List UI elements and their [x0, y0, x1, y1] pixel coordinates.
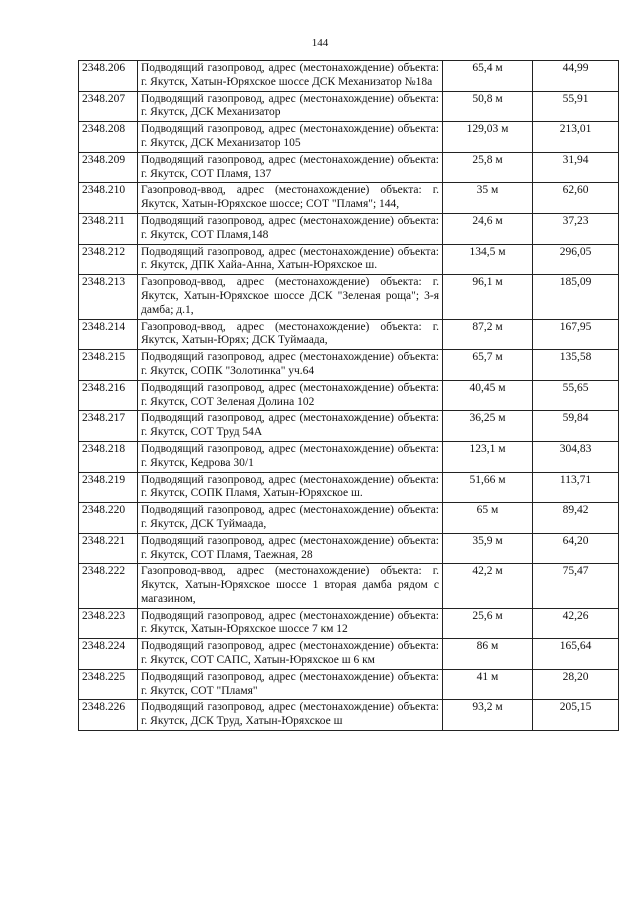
- row-number: 2348.209: [79, 152, 138, 183]
- row-length: 50,8 м: [443, 91, 533, 122]
- table-row: [79, 441, 619, 472]
- row-value: 28,20: [533, 669, 619, 700]
- table-row: [79, 122, 619, 153]
- registry-table-body: [79, 61, 619, 731]
- row-description: Подводящий газопровод, адрес (местонахождение) объекта: г. Якутск, СОТ Пламя, Таежная, 28: [138, 533, 443, 564]
- row-value: 55,91: [533, 91, 619, 122]
- row-number: 2348.207: [79, 91, 138, 122]
- row-description: Подводящий газопровод, адрес (местонахождение) объекта: г. Якутск, СОТ Зеленая Долина 102: [138, 380, 443, 411]
- row-description: Подводящий газопровод, адрес (местонахождение) объекта: г. Якутск, Хатын-Юряхское шоссе ДСК Механизатор №18а: [138, 61, 443, 92]
- row-description: Подводящий газопровод, адрес (местонахождение) объекта: г. Якутск, СОПК "Золотинка" уч.64: [138, 350, 443, 381]
- row-number: 2348.216: [79, 380, 138, 411]
- row-description: Газопровод-ввод, адрес (местонахождение) объекта: г. Якутск, Хатын-Юряхское шоссе; СОТ "Пламя"; 144,: [138, 183, 443, 214]
- table-row: [79, 503, 619, 534]
- registry-table: [78, 60, 619, 731]
- row-length: 25,8 м: [443, 152, 533, 183]
- row-length: 96,1 м: [443, 275, 533, 319]
- row-number: 2348.210: [79, 183, 138, 214]
- row-description: Подводящий газопровод, адрес (местонахождение) объекта: г. Якутск, Кедрова 30/1: [138, 441, 443, 472]
- row-value: 113,71: [533, 472, 619, 503]
- table-row: [79, 639, 619, 670]
- row-description: Подводящий газопровод, адрес (местонахождение) объекта: г. Якутск, СОПК Пламя, Хатын-Юряхское ш.: [138, 472, 443, 503]
- row-length: 93,2 м: [443, 700, 533, 731]
- table-row: [79, 669, 619, 700]
- row-number: 2348.221: [79, 533, 138, 564]
- row-length: 51,66 м: [443, 472, 533, 503]
- row-length: 41 м: [443, 669, 533, 700]
- table-row: [79, 213, 619, 244]
- row-length: 24,6 м: [443, 213, 533, 244]
- row-length: 65,7 м: [443, 350, 533, 381]
- row-description: Газопровод-ввод, адрес (местонахождение) объекта: г. Якутск, Хатын-Юряхское шоссе 1 вторая дамба рядом с магазином,: [138, 564, 443, 608]
- row-description: Подводящий газопровод, адрес (местонахождение) объекта: г. Якутск, СОТ Труд 54А: [138, 411, 443, 442]
- row-value: 44,99: [533, 61, 619, 92]
- row-length: 40,45 м: [443, 380, 533, 411]
- row-description: Подводящий газопровод, адрес (местонахождение) объекта: г. Якутск, Хатын-Юряхское шоссе 7 км 12: [138, 608, 443, 639]
- row-number: 2348.213: [79, 275, 138, 319]
- page-number: 144: [311, 37, 329, 49]
- row-number: 2348.218: [79, 441, 138, 472]
- row-value: 64,20: [533, 533, 619, 564]
- row-description: Подводящий газопровод, адрес (местонахождение) объекта: г. Якутск, ДСК Механизатор 105: [138, 122, 443, 153]
- row-description: Подводящий газопровод, адрес (местонахождение) объекта: г. Якутск, СОТ САПС, Хатын-Юряхское ш 6 км: [138, 639, 443, 670]
- row-number: 2348.212: [79, 244, 138, 275]
- row-number: 2348.208: [79, 122, 138, 153]
- row-length: 129,03 м: [443, 122, 533, 153]
- row-length: 134,5 м: [443, 244, 533, 275]
- row-value: 31,94: [533, 152, 619, 183]
- row-length: 35 м: [443, 183, 533, 214]
- row-description: Подводящий газопровод, адрес (местонахождение) объекта: г. Якутск, ДСК Механизатор: [138, 91, 443, 122]
- table-row: [79, 319, 619, 350]
- table-row: [79, 244, 619, 275]
- row-length: 35,9 м: [443, 533, 533, 564]
- table-row: [79, 411, 619, 442]
- row-length: 65,4 м: [443, 61, 533, 92]
- row-value: 165,64: [533, 639, 619, 670]
- row-description: Подводящий газопровод, адрес (местонахождение) объекта: г. Якутск, СОТ "Пламя": [138, 669, 443, 700]
- row-value: 185,09: [533, 275, 619, 319]
- row-number: 2348.206: [79, 61, 138, 92]
- row-value: 37,23: [533, 213, 619, 244]
- row-length: 123,1 м: [443, 441, 533, 472]
- row-value: 296,05: [533, 244, 619, 275]
- row-number: 2348.211: [79, 213, 138, 244]
- row-description: Подводящий газопровод, адрес (местонахождение) объекта: г. Якутск, ДПК Хайа-Анна, Хатын-Юряхское ш.: [138, 244, 443, 275]
- row-value: 75,47: [533, 564, 619, 608]
- table-row: [79, 608, 619, 639]
- row-value: 59,84: [533, 411, 619, 442]
- row-number: 2348.220: [79, 503, 138, 534]
- row-value: 135,58: [533, 350, 619, 381]
- row-number: 2348.222: [79, 564, 138, 608]
- table-row: [79, 152, 619, 183]
- table-row: [79, 350, 619, 381]
- row-length: 65 м: [443, 503, 533, 534]
- table-row: [79, 564, 619, 608]
- row-length: 42,2 м: [443, 564, 533, 608]
- table-row: [79, 61, 619, 92]
- table-row: [79, 472, 619, 503]
- row-value: 213,01: [533, 122, 619, 153]
- row-value: 42,26: [533, 608, 619, 639]
- row-number: 2348.214: [79, 319, 138, 350]
- row-length: 36,25 м: [443, 411, 533, 442]
- row-description: Подводящий газопровод, адрес (местонахождение) объекта: г. Якутск, ДСК Труд, Хатын-Юряхское ш: [138, 700, 443, 731]
- row-length: 87,2 м: [443, 319, 533, 350]
- row-description: Подводящий газопровод, адрес (местонахождение) объекта: г. Якутск, ДСК Туймаада,: [138, 503, 443, 534]
- row-number: 2348.225: [79, 669, 138, 700]
- row-length: 25,6 м: [443, 608, 533, 639]
- row-number: 2348.219: [79, 472, 138, 503]
- row-value: 55,65: [533, 380, 619, 411]
- row-description: Подводящий газопровод, адрес (местонахождение) объекта: г. Якутск, СОТ Пламя,148: [138, 213, 443, 244]
- table-row: [79, 533, 619, 564]
- row-number: 2348.215: [79, 350, 138, 381]
- row-number: 2348.226: [79, 700, 138, 731]
- row-number: 2348.217: [79, 411, 138, 442]
- row-value: 89,42: [533, 503, 619, 534]
- row-length: 86 м: [443, 639, 533, 670]
- table-row: [79, 91, 619, 122]
- row-value: 304,83: [533, 441, 619, 472]
- row-value: 167,95: [533, 319, 619, 350]
- table-row: [79, 183, 619, 214]
- row-number: 2348.223: [79, 608, 138, 639]
- table-row: [79, 275, 619, 319]
- table-row: [79, 380, 619, 411]
- row-value: 205,15: [533, 700, 619, 731]
- row-description: Газопровод-ввод, адрес (местонахождение) объекта: г. Якутск, Хатын-Юряхское шоссе ДСК "Зеленая роща"; 3-я дамба; д.1,: [138, 275, 443, 319]
- row-number: 2348.224: [79, 639, 138, 670]
- row-description: Газопровод-ввод, адрес (местонахождение) объекта: г. Якутск, Хатын-Юрях; ДСК Туймаада,: [138, 319, 443, 350]
- row-description: Подводящий газопровод, адрес (местонахождение) объекта: г. Якутск, СОТ Пламя, 137: [138, 152, 443, 183]
- table-row: [79, 700, 619, 731]
- row-value: 62,60: [533, 183, 619, 214]
